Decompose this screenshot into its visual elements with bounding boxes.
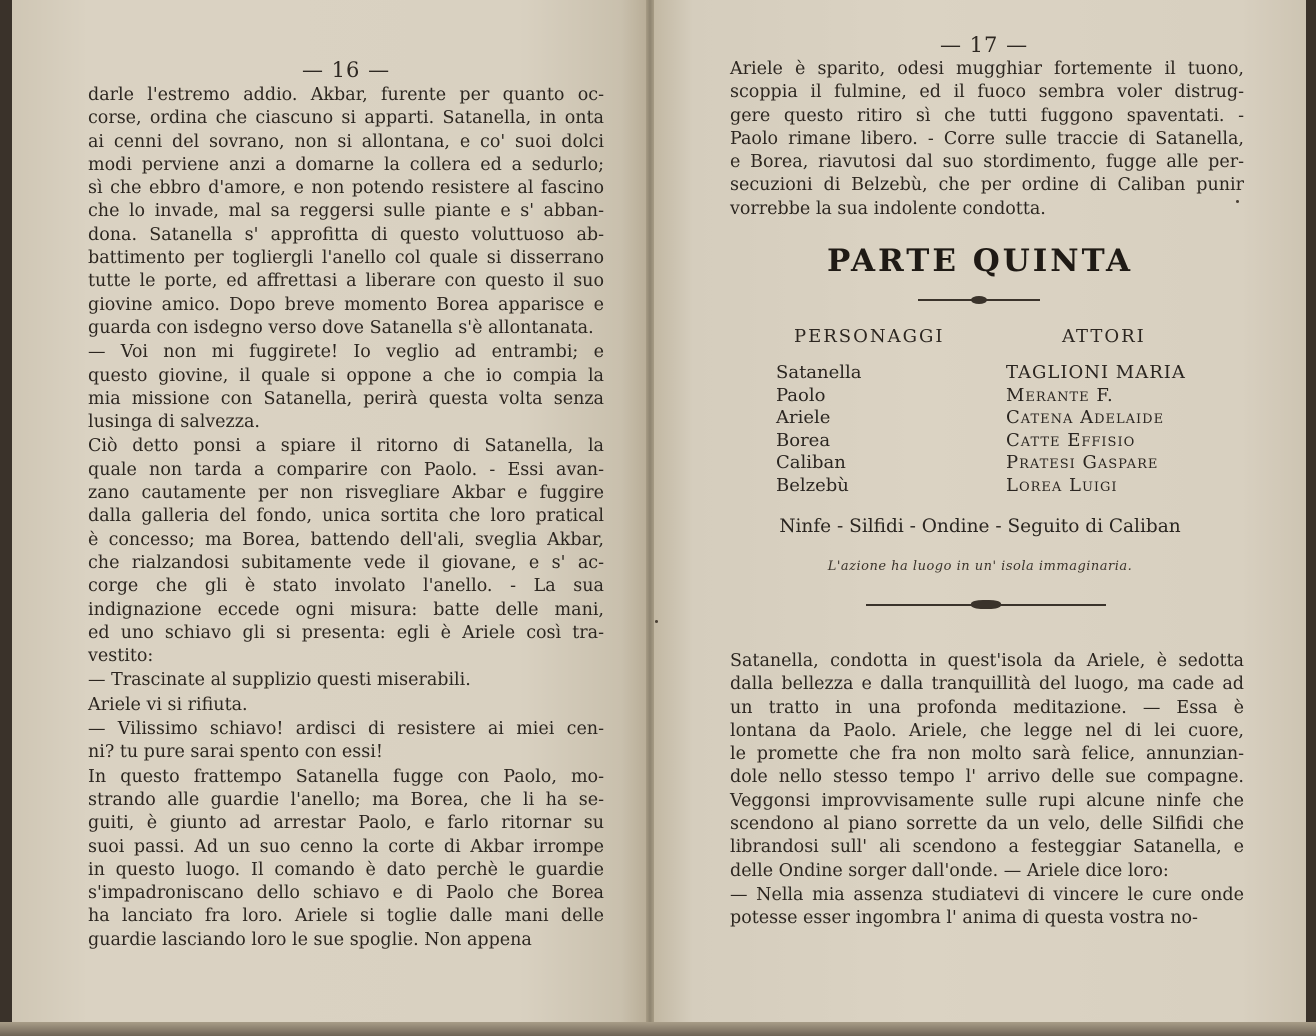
text-line: sì che ebbro d'amore, e non potendo resistere al fascino (88, 178, 604, 199)
text-line: lontana da Paolo. Ariele, che legge nel di lei cuore, (730, 720, 1244, 741)
text-line: dalla bellezza e dalla tranquillità del luogo, ma cade ad (730, 674, 1244, 695)
paragraph (88, 718, 604, 765)
text-line: guiti, è giunto ad arrestar Paolo, e farlo ritornar su (88, 813, 604, 834)
cast-character: Ariele (776, 407, 831, 429)
right-page-bottom-text (730, 650, 1244, 931)
page-number: — 17 — (940, 33, 1029, 57)
text-line: — Voi non mi fuggirete! Io veglio ad entrambi; e (88, 342, 604, 363)
text-line: guarda con isdegno verso dove Satanella s'è allontanata. (88, 317, 594, 338)
text-line: gere questo ritiro sì che tutti fuggono spaventati. - (730, 105, 1244, 126)
text-line: corge che gli è stato involato l'anello. - La sua (88, 576, 604, 597)
cast-characters (776, 362, 862, 498)
text-line: un tratto in una profonda meditazione. — Essa è (730, 697, 1244, 718)
text-line: s'impadroniscano dello schiavo e di Paolo che Borea (88, 883, 604, 904)
text-line: le promette che fra non molto sarà felice, annunzian- (730, 744, 1244, 765)
text-line: vorrebbe la sua indolente condotta. (730, 198, 1046, 219)
chorus-list: Ninfe - Silfidi - Ondine - Seguito di Caliban (779, 516, 1181, 537)
cast-actors (1006, 362, 1186, 498)
text-line: in questo luogo. Il comando è dato perchè le guardie (88, 859, 604, 880)
paragraph (88, 435, 604, 668)
right-page (654, 0, 1306, 1036)
text-line: che lo invade, mal sa reggersi sulle piante e s' abban- (88, 201, 604, 222)
text-line: Veggonsi improvvisamente sulle rupi alcune ninfe che (730, 790, 1244, 811)
text-line: che rialzandosi subitamente vede il giovane, e s' ac- (88, 552, 604, 573)
text-line: ed uno schiavo gli si presenta: egli è Ariele così tra- (88, 622, 604, 643)
text-line: mia missione con Satanella, perirà questa volta senza (88, 388, 604, 409)
cast-character: Satanella (776, 362, 862, 383)
cast-actor: Lorea Luigi (1006, 474, 1118, 496)
cast-actor: Catte Effisio (1006, 429, 1136, 451)
text-line: In questo frattempo Satanella fugge con Paolo, mo- (88, 766, 604, 787)
text-line: suoi passi. Ad un suo cenno la corte di Akbar irrompe (88, 836, 604, 857)
cast-actor: Catena Adelaide (1006, 407, 1165, 429)
paragraph (88, 669, 604, 692)
paragraph (88, 84, 604, 340)
text-line: Ariele è sparito, odesi mugghiar fortemente il tuono, (730, 59, 1244, 79)
text-line: guardie lasciando loro le sue spoglie. Non appena (88, 929, 532, 950)
text-line: secuzioni di Belzebù, che per ordine di Caliban punir (730, 175, 1244, 196)
text-line: tutte le porte, ed affrettasi a liberare con questo il suo (88, 271, 604, 292)
cast-character: Borea (776, 429, 831, 451)
cast-actor: Merante F. (1006, 384, 1114, 406)
text-line: quale non tarda a comparire con Paolo. - Essi avan- (88, 459, 604, 480)
text-line: ni? tu pure sarai spento con essi! (88, 742, 383, 763)
paragraph (88, 694, 604, 717)
cast-character: Belzebù (776, 474, 849, 496)
text-line: Ariele vi si rifiuta. (88, 694, 248, 715)
ornament-divider (866, 604, 1106, 606)
scene-note: L'azione ha luogo in un' isola immaginaria. (827, 559, 1133, 574)
text-line: scendono al piano sorrette da un velo, delle Silfidi che (730, 814, 1244, 835)
text-line: zano cautamente per non risvegliare Akbar e fuggire (88, 483, 604, 504)
paragraph (88, 341, 604, 434)
text-line: potesse esser ingombra l' anima di questa vostra no- (730, 908, 1198, 929)
text-line: — Nella mia assenza studiatevi di vincere le cure onde (730, 884, 1244, 905)
title-divider (918, 299, 1040, 301)
text-line: questo giovine, il quale si oppone a che io compia la (88, 365, 604, 386)
page-number: — 16 — (302, 58, 391, 82)
text-line: — Vilissimo schiavo! ardisci di resistere ai miei cen- (88, 719, 604, 740)
cast-character: Caliban (776, 452, 846, 474)
text-line: lusinga di salvezza. (88, 412, 260, 433)
actors-header: ATTORI (1062, 326, 1146, 347)
text-line: ai cenni del sovrano, non si allontana, e co' suoi dolci (88, 131, 604, 152)
cast-actor: TAGLIONI MARIA (1006, 362, 1186, 383)
text-line: ha lanciato fra loro. Ariele si toglie dalle mani delle (88, 906, 604, 927)
text-line: Ciò detto ponsi a spiare il ritorno di Satanella, la (88, 436, 604, 457)
text-line: librandosi sull' ali scendono a festeggiar Satanella, e (730, 837, 1244, 858)
left-page-text (88, 84, 604, 952)
cast-character: Paolo (776, 384, 826, 406)
text-line: modi perviene anzi a domarne la collera ed a sedurlo; (88, 154, 604, 175)
text-line: dalla galleria del fondo, unica sortita che loro pratical (88, 506, 604, 527)
text-line: Paolo rimane libero. - Corre sulle traccie di Satanella, (730, 128, 1244, 149)
text-line: corse, ordina che ciascuno si apparti. Satanella, in onta (88, 108, 604, 129)
paper-speck (1236, 200, 1239, 203)
text-line: battimento per togliergli l'anello col quale si disserrano (88, 248, 604, 269)
text-line: vestito: (88, 646, 154, 667)
text-line: strando alle guardie l'anello; ma Borea, che li ha se- (88, 789, 604, 810)
right-page-top-text (730, 58, 1244, 221)
text-line: dona. Satanella s' approfitta di questo voluttuoso ab- (88, 224, 604, 245)
cast-actor: Pratesi Gaspare (1006, 452, 1159, 474)
text-line: dole nello stesso tempo l' arrivo delle sue compagne. (730, 767, 1244, 788)
text-line: delle Ondine sorger dall'onde. — Ariele dice loro: (730, 860, 1169, 881)
text-line: indignazione eccede ogni misura: batte delle mani, (88, 599, 604, 620)
characters-header: PERSONAGGI (794, 326, 945, 347)
text-line: giovine amico. Dopo breve momento Borea apparisce e (88, 294, 604, 315)
paper-speck (655, 620, 658, 623)
text-line: — Trascinate al supplizio questi miserabili. (88, 670, 471, 691)
text-line: Satanella, condotta in quest'isola da Ariele, è sedotta (730, 651, 1244, 671)
text-line: darle l'estremo addio. Akbar, furente per quanto oc- (88, 85, 604, 105)
paragraph (730, 650, 1244, 883)
text-line: e Borea, riavutosi dal suo stordimento, fugge alle per- (730, 152, 1244, 173)
paragraph (88, 766, 604, 952)
section-title: PARTE QUINTA (826, 243, 1134, 279)
text-line: scoppia il fulmine, ed il fuoco sembra voler distrug- (730, 82, 1244, 103)
paragraph (730, 884, 1244, 931)
text-line: è concesso; ma Borea, battendo dell'ali, sveglia Akbar, (88, 529, 604, 550)
page-bottom-edge (0, 1022, 1316, 1036)
left-page (12, 0, 646, 1036)
